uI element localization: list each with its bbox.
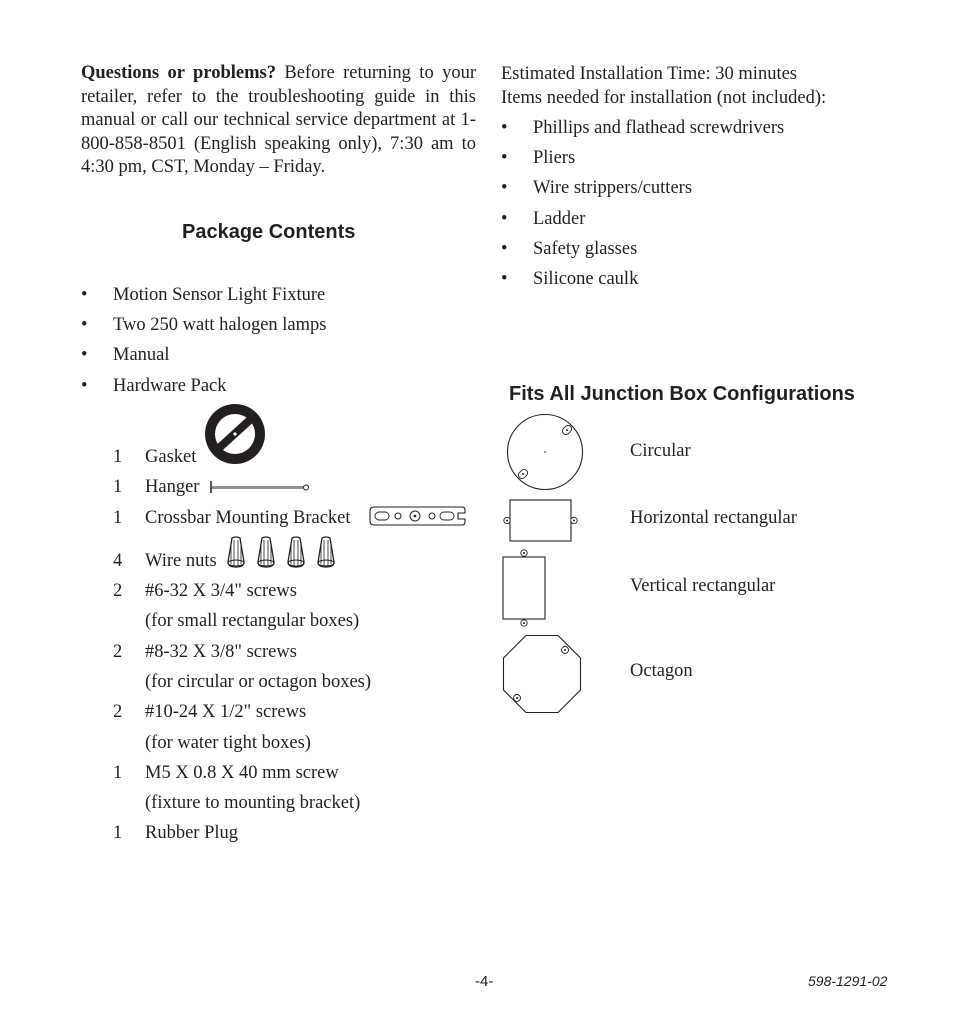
hardware-qty: 4 — [113, 551, 123, 571]
item-label: Pliers — [533, 148, 576, 169]
item-label: Hardware Pack — [113, 375, 227, 396]
hardware-desc: Hanger — [145, 477, 200, 497]
bullet: • — [501, 268, 508, 289]
installation-needed: Items needed for installation (not included): — [501, 88, 827, 108]
item-label: Safety glasses — [533, 238, 638, 259]
intro-paragraph — [81, 62, 476, 180]
bullet: • — [501, 238, 508, 259]
hardware-qty: 2 — [113, 642, 123, 662]
list-item — [81, 282, 461, 312]
hardware-note-text: (for small rectangular boxes) — [145, 611, 360, 631]
hanger-icon — [208, 480, 310, 494]
list-item — [501, 206, 881, 236]
wire-nut-icon — [316, 536, 336, 569]
bullet: • — [81, 375, 88, 396]
hardware-note-text: (fixture to mounting bracket) — [145, 793, 361, 813]
list-item — [501, 115, 881, 145]
tools-list — [501, 115, 881, 296]
page-number: -4- — [475, 973, 494, 990]
horizontal-box-icon — [500, 498, 582, 543]
hardware-desc: Gasket — [145, 447, 197, 467]
list-item — [81, 312, 461, 342]
item-label: Ladder — [533, 208, 586, 229]
bullet: • — [501, 208, 508, 229]
junction-box-title: Fits All Junction Box Configurations — [509, 383, 855, 405]
list-item — [501, 236, 881, 266]
list-item — [501, 266, 881, 296]
hardware-qty: 1 — [113, 823, 123, 843]
document-code: 598-1291-02 — [808, 973, 888, 989]
hardware-desc: M5 X 0.8 X 40 mm screw — [145, 763, 339, 783]
intro-text: Before returning to your retailer, refer to the troubleshooting guide in this manual or call our technical service department at 1-800-858-8501 (English speaking only), 7:30 am to 4:30 pm, CST, Monday – Friday. — [81, 63, 476, 177]
item-label: Motion Sensor Light Fixture — [113, 285, 326, 305]
list-item — [501, 175, 881, 205]
item-label: Wire strippers/cutters — [533, 178, 693, 199]
bullet: • — [81, 315, 88, 336]
hardware-qty: 2 — [113, 702, 123, 722]
wire-nut-icon — [286, 536, 306, 569]
wire-nut-icon — [226, 536, 246, 569]
list-item — [81, 373, 461, 403]
installation-time: Estimated Installation Time: 30 minutes — [501, 64, 797, 84]
hardware-desc: Rubber Plug — [145, 823, 239, 843]
intro-bold-lead: Questions or problems? — [81, 63, 276, 83]
hardware-desc: Wire nuts — [145, 551, 217, 571]
item-label: Phillips and flathead screwdrivers — [533, 118, 785, 138]
bullet: • — [81, 345, 88, 366]
hardware-qty: 1 — [113, 477, 123, 497]
hardware-note-text: (for water tight boxes) — [145, 733, 311, 753]
config-label-vertical: Vertical rectangular — [630, 576, 776, 596]
bullet: • — [501, 178, 508, 199]
config-label-octagon: Octagon — [630, 661, 693, 681]
hardware-desc: #6-32 X 3/4" screws — [145, 581, 297, 601]
list-item — [81, 342, 461, 372]
config-label-horizontal: Horizontal rectangular — [630, 508, 797, 528]
hardware-qty: 1 — [113, 508, 123, 528]
bullet: • — [81, 285, 88, 305]
bullet: • — [501, 118, 508, 138]
circular-box-icon — [506, 413, 584, 491]
hardware-desc: #10-24 X 1/2" screws — [145, 702, 307, 722]
crossbar-bracket-icon — [368, 505, 466, 527]
list-item — [501, 145, 881, 175]
installation-info — [501, 62, 826, 110]
item-label: Silicone caulk — [533, 268, 639, 289]
gasket-icon — [204, 403, 266, 465]
hardware-qty: 1 — [113, 763, 123, 783]
package-contents-list — [81, 282, 461, 403]
item-label: Two 250 watt halogen lamps — [113, 315, 327, 336]
hardware-desc: Crossbar Mounting Bracket — [145, 508, 351, 528]
config-label-circular: Circular — [630, 441, 691, 461]
hardware-qty: 1 — [113, 447, 123, 467]
wire-nut-icon — [256, 536, 276, 569]
hardware-note-text: (for circular or octagon boxes) — [145, 672, 372, 692]
octagon-box-icon — [502, 634, 582, 714]
vertical-box-icon — [501, 548, 547, 628]
bullet: • — [501, 148, 508, 169]
item-label: Manual — [113, 345, 170, 366]
hardware-desc: #8-32 X 3/8" screws — [145, 642, 297, 662]
package-contents-title: Package Contents — [182, 221, 356, 243]
hardware-qty: 2 — [113, 581, 123, 601]
